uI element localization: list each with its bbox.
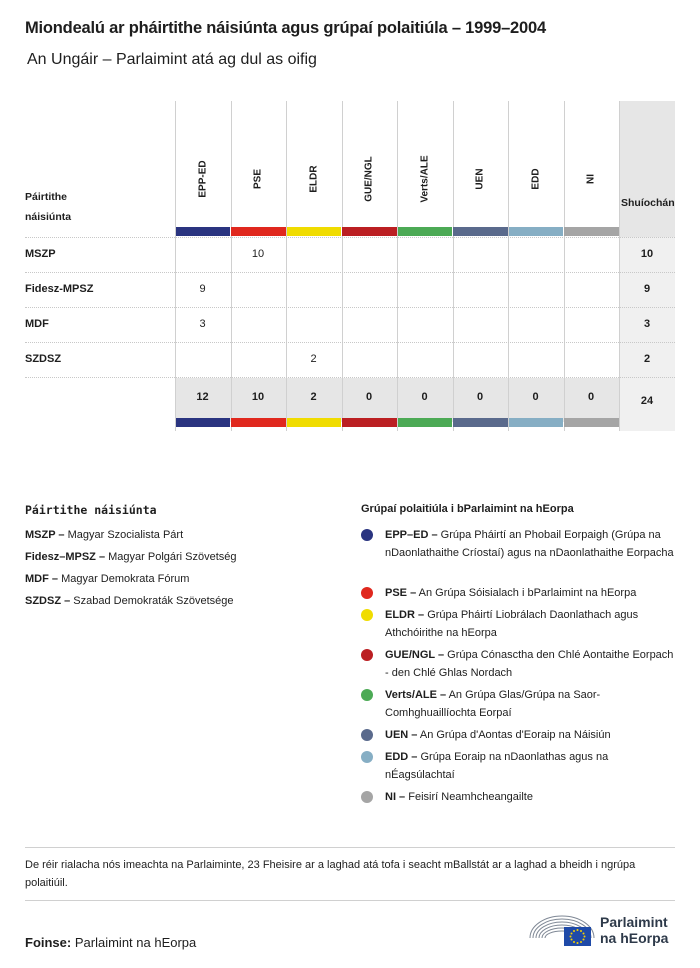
group-header-guengl bbox=[342, 101, 398, 234]
group-header-label: GUE/NGL bbox=[363, 156, 375, 202]
group-color-bar bbox=[509, 418, 564, 427]
group-full-name: Grúpa Pháirtí an Phobail Eorpaigh (Grúpa na nDaonlathaithe Críostaí) agus na nDaonlathaithe Eorpacha bbox=[385, 529, 674, 559]
party-name: MSZP bbox=[25, 248, 56, 260]
parties-column-label: Páirtithe náisiúnta bbox=[25, 191, 72, 223]
row-divider bbox=[25, 272, 675, 273]
party-total: 9 bbox=[643, 283, 651, 295]
group-header-label: EDD bbox=[530, 168, 542, 190]
group-abbr: NI – bbox=[385, 791, 406, 803]
group-color-bar bbox=[176, 418, 231, 427]
seat-count: 3 bbox=[199, 318, 206, 330]
group-color-dot bbox=[361, 689, 373, 701]
group-header-label: Verts/ALE bbox=[419, 155, 431, 203]
party-full-name: Magyar Szocialista Párt bbox=[67, 529, 184, 541]
group-header-ni bbox=[564, 101, 620, 234]
seat-count: 10 bbox=[251, 248, 265, 260]
group-color-bar bbox=[287, 227, 342, 236]
group-total: 2 bbox=[310, 391, 317, 403]
group-abbr: GUE/NGL – bbox=[385, 649, 445, 661]
group-color-bar bbox=[453, 418, 508, 427]
source-value: Parlaimint na hEorpa bbox=[74, 935, 197, 950]
divider bbox=[25, 900, 675, 901]
groups-legend-heading: Grúpaí polaitiúla i bParlaimint na hEorpa bbox=[361, 503, 574, 515]
group-full-name: An Grúpa d'Aontas d'Eoraip na Náisiún bbox=[419, 729, 611, 741]
group-header-pse bbox=[231, 101, 287, 234]
party-legend-item bbox=[25, 551, 237, 563]
group-total: 12 bbox=[196, 391, 209, 403]
group-color-bar bbox=[231, 227, 286, 236]
column-divider bbox=[619, 101, 620, 431]
row-divider bbox=[25, 377, 675, 378]
group-color-bar bbox=[342, 418, 397, 427]
page-subtitle: An Ungáir – Parlaimint atá ag dul as oifig bbox=[27, 51, 317, 68]
group-color-bar bbox=[453, 227, 508, 236]
seats-column-label: Shuíochán bbox=[621, 197, 675, 209]
group-color-dot bbox=[361, 751, 373, 763]
group-total: 0 bbox=[587, 391, 595, 403]
page-title: Miondealú ar pháirtithe náisiúnta agus grúpaí polaitiúla – 1999–2004 bbox=[25, 19, 546, 37]
group-abbr: ELDR – bbox=[385, 609, 425, 621]
group-legend-text bbox=[385, 606, 677, 642]
party-total: 3 bbox=[643, 318, 651, 330]
group-legend-text bbox=[385, 584, 677, 602]
group-legend-text bbox=[385, 788, 677, 806]
group-color-bar bbox=[231, 418, 286, 427]
row-divider bbox=[25, 342, 675, 343]
parliament-logo bbox=[528, 908, 678, 950]
party-name: MDF bbox=[25, 318, 49, 330]
group-header-uen bbox=[453, 101, 509, 234]
group-full-name: Feisirí Neamhcheangailte bbox=[408, 791, 533, 803]
group-color-bar bbox=[398, 418, 453, 427]
group-abbr: UEN – bbox=[385, 729, 418, 741]
group-color-bar bbox=[176, 227, 231, 236]
group-header-label: PSE bbox=[252, 168, 264, 190]
group-header-label: ELDR bbox=[308, 165, 320, 193]
group-header-label: EPP-ED bbox=[197, 160, 209, 198]
party-full-name: Magyar Polgári Szövetség bbox=[108, 551, 237, 563]
group-total: 0 bbox=[421, 391, 428, 403]
group-header-vertsale bbox=[397, 101, 453, 234]
party-legend-item bbox=[25, 595, 234, 607]
group-abbr: Verts/ALE – bbox=[385, 689, 447, 701]
group-full-name: Grúpa Cónasctha den Chlé Aontaithe Eorpach - den Chlé Ghlas Nordach bbox=[385, 649, 674, 679]
party-total: 10 bbox=[640, 248, 654, 260]
group-total: 0 bbox=[532, 391, 539, 403]
group-legend-text bbox=[385, 748, 677, 784]
group-legend-text bbox=[385, 686, 677, 722]
group-total: 0 bbox=[476, 391, 484, 403]
party-legend-item bbox=[25, 573, 189, 585]
group-abbr: PSE – bbox=[385, 587, 417, 599]
party-total: 2 bbox=[643, 353, 651, 365]
party-full-name: Szabad Demokraták Szövetsége bbox=[73, 595, 234, 607]
row-divider bbox=[25, 237, 675, 238]
group-header-epped bbox=[175, 101, 231, 234]
party-name: Fidesz-MPSZ bbox=[25, 283, 94, 295]
hemicycle-icon bbox=[528, 908, 596, 948]
source-line bbox=[25, 935, 196, 950]
party-name: SZDSZ bbox=[25, 353, 62, 365]
party-abbr: MSZP – bbox=[25, 529, 65, 541]
group-color-dot bbox=[361, 529, 373, 541]
group-total: 0 bbox=[365, 391, 373, 403]
group-full-name: An Grúpa Glas/Grúpa na Saor-Comhghuaillíochta Eorpaí bbox=[385, 689, 601, 719]
group-header-edd bbox=[508, 101, 564, 234]
group-header-label: NI bbox=[585, 174, 597, 184]
group-color-bar bbox=[509, 227, 564, 236]
party-legend-item bbox=[25, 529, 183, 541]
group-total: 10 bbox=[251, 391, 265, 403]
party-abbr: Fidesz–MPSZ – bbox=[25, 551, 106, 563]
group-color-dot bbox=[361, 609, 373, 621]
group-full-name: An Grúpa Sóisialach i bParlaimint na hEorpa bbox=[418, 587, 637, 599]
group-abbr: EDD – bbox=[385, 751, 418, 763]
party-full-name: Magyar Demokrata Fórum bbox=[61, 573, 190, 585]
group-color-dot bbox=[361, 587, 373, 599]
group-abbr: EPP–ED – bbox=[385, 529, 438, 541]
group-color-bar bbox=[287, 418, 342, 427]
seat-count: 9 bbox=[199, 283, 206, 295]
group-legend-text bbox=[385, 646, 677, 682]
group-color-bar bbox=[398, 227, 453, 236]
group-color-dot bbox=[361, 791, 373, 803]
group-full-name: Grúpa Eoraip na nDaonlathas agus na nÉagsúlachtaí bbox=[385, 751, 609, 781]
group-color-dot bbox=[361, 649, 373, 661]
party-abbr: MDF – bbox=[25, 573, 58, 585]
group-header-label: UEN bbox=[474, 168, 486, 190]
divider bbox=[25, 847, 675, 848]
group-color-bar bbox=[342, 227, 397, 236]
logo-text: Parlaimint na hEorpa bbox=[600, 914, 669, 946]
footnote: De réir rialacha nós imeachta na Parlaiminte, 23 Fheisire ar a laghad atá tofa i seacht mBallstát ar a laghad a bheidh i ngrúpa polaitiúil. bbox=[25, 859, 636, 889]
group-color-bar bbox=[564, 418, 619, 427]
group-color-dot bbox=[361, 729, 373, 741]
group-legend-text bbox=[385, 726, 677, 744]
party-abbr: SZDSZ – bbox=[25, 595, 71, 607]
source-label: Foinse: bbox=[25, 935, 72, 950]
group-header-eldr bbox=[286, 101, 342, 234]
group-legend-text bbox=[385, 526, 677, 562]
seats-header-bg bbox=[619, 101, 675, 237]
parties-legend-heading: Páirtithe náisiúnta bbox=[25, 503, 157, 517]
seats-table bbox=[25, 101, 675, 431]
grand-total: 24 bbox=[640, 395, 654, 407]
row-divider bbox=[25, 307, 675, 308]
group-full-name: Grúpa Pháirtí Liobrálach Daonlathach agus Athchóirithe na hEorpa bbox=[385, 609, 639, 639]
group-color-bar bbox=[564, 227, 619, 236]
seat-count: 2 bbox=[310, 353, 317, 365]
